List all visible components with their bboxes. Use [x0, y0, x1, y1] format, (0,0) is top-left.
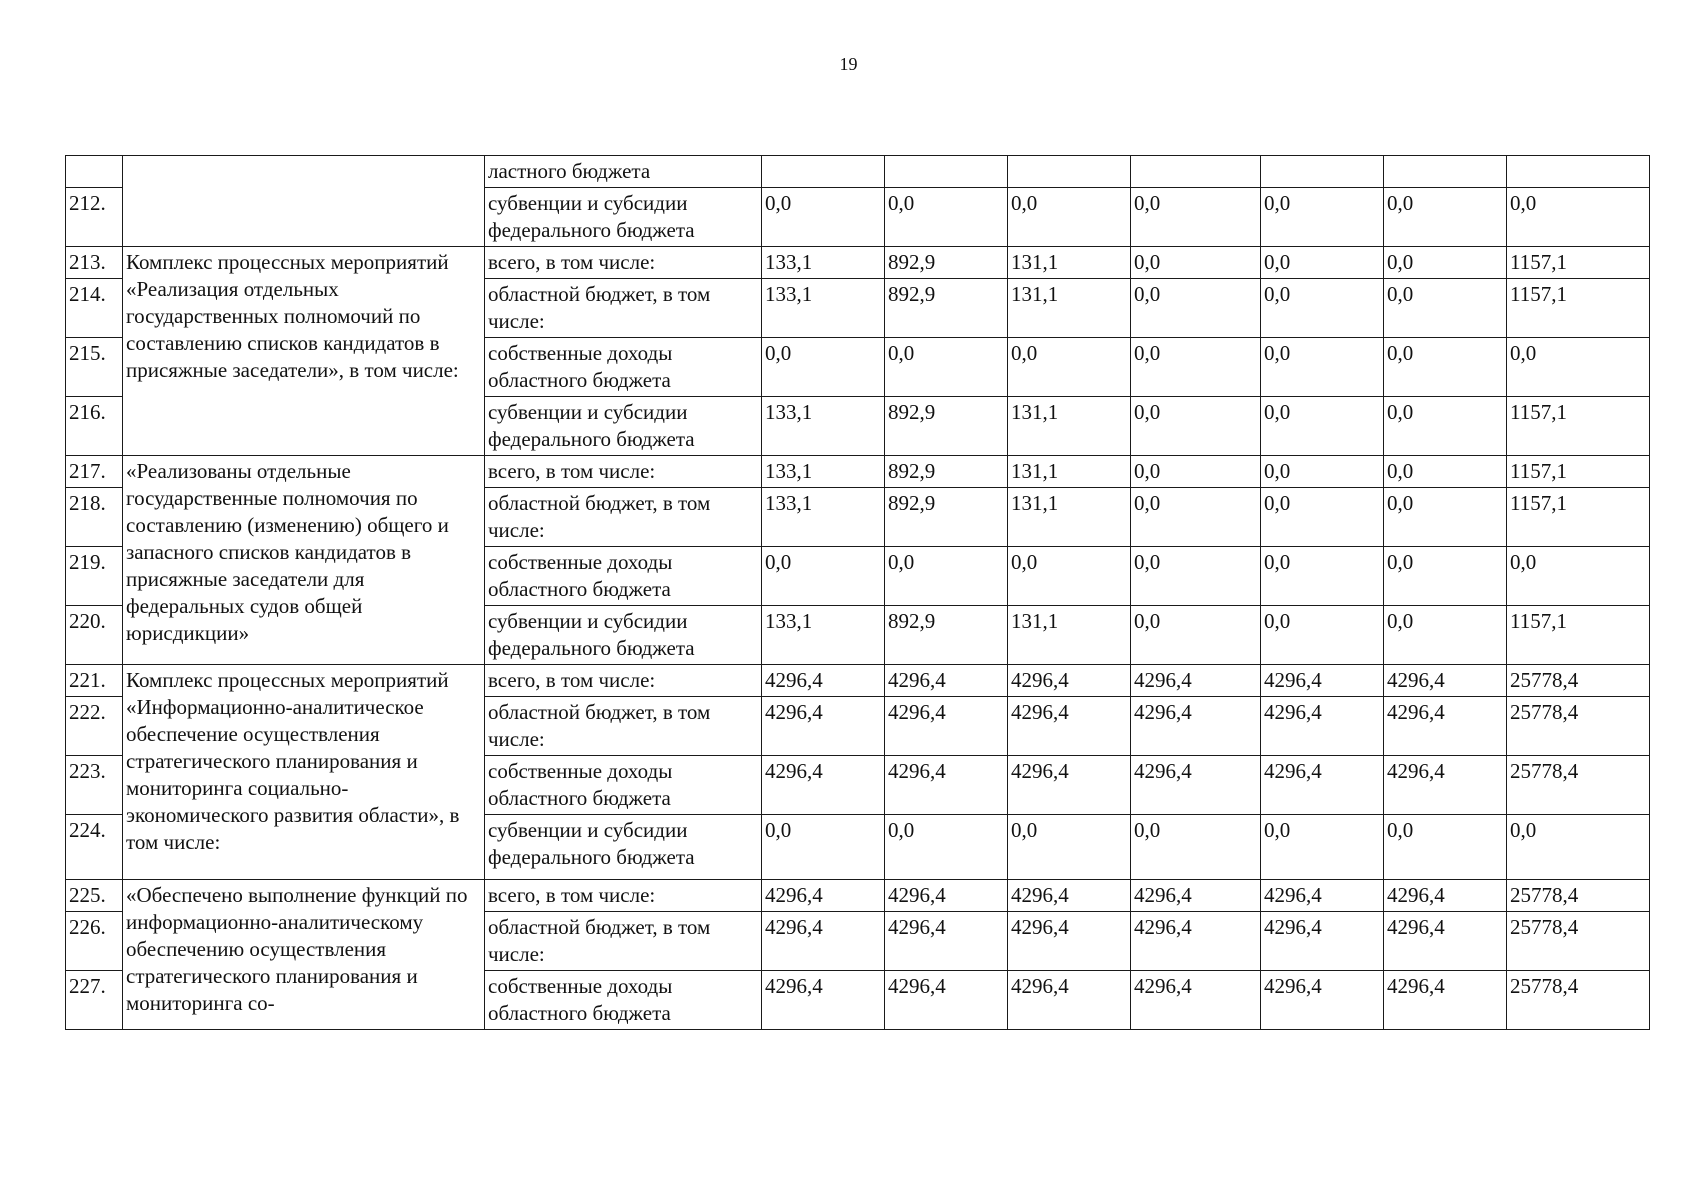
- row-number: 214.: [66, 279, 123, 338]
- year-value: 0,0: [1261, 606, 1384, 665]
- year-value: 0,0: [1384, 247, 1507, 279]
- year-value: 0,0: [1384, 338, 1507, 397]
- year-value: 0,0: [762, 547, 885, 606]
- year-value: 0,0: [1131, 815, 1261, 880]
- row-number: 218.: [66, 488, 123, 547]
- year-value: 133,1: [762, 606, 885, 665]
- year-value: 131,1: [1008, 606, 1131, 665]
- year-value: 4296,4: [1384, 665, 1507, 697]
- year-value: 0,0: [1261, 397, 1384, 456]
- year-value: 0,0: [1384, 279, 1507, 338]
- row-number: 219.: [66, 547, 123, 606]
- year-value: 4296,4: [762, 971, 885, 1030]
- total-value: 0,0: [1507, 188, 1650, 247]
- year-value: [1261, 156, 1384, 188]
- year-value: 4296,4: [1384, 912, 1507, 971]
- year-value: [1131, 156, 1261, 188]
- row-number: 225.: [66, 880, 123, 912]
- year-value: 133,1: [762, 456, 885, 488]
- total-value: 25778,4: [1507, 697, 1650, 756]
- year-value: 133,1: [762, 247, 885, 279]
- year-value: 133,1: [762, 279, 885, 338]
- year-value: 4296,4: [1008, 971, 1131, 1030]
- year-value: 0,0: [1131, 338, 1261, 397]
- year-value: 0,0: [885, 815, 1008, 880]
- year-value: 892,9: [885, 397, 1008, 456]
- funding-source: областной бюджет, в том числе:: [485, 279, 762, 338]
- year-value: 131,1: [1008, 279, 1131, 338]
- year-value: 4296,4: [1131, 971, 1261, 1030]
- year-value: 4296,4: [1261, 971, 1384, 1030]
- total-value: 25778,4: [1507, 971, 1650, 1030]
- row-number: 217.: [66, 456, 123, 488]
- year-value: 0,0: [1261, 815, 1384, 880]
- year-value: 0,0: [1384, 456, 1507, 488]
- total-value: 0,0: [1507, 547, 1650, 606]
- year-value: 892,9: [885, 606, 1008, 665]
- year-value: 0,0: [762, 188, 885, 247]
- year-value: 0,0: [1261, 338, 1384, 397]
- row-number: 226.: [66, 912, 123, 971]
- year-value: 4296,4: [762, 756, 885, 815]
- year-value: 131,1: [1008, 488, 1131, 547]
- year-value: 4296,4: [1131, 697, 1261, 756]
- year-value: 0,0: [1384, 397, 1507, 456]
- year-value: 133,1: [762, 488, 885, 547]
- total-value: 0,0: [1507, 338, 1650, 397]
- year-value: 4296,4: [1261, 697, 1384, 756]
- year-value: 131,1: [1008, 397, 1131, 456]
- funding-source: всего, в том числе:: [485, 247, 762, 279]
- year-value: 4296,4: [1008, 880, 1131, 912]
- year-value: 4296,4: [1261, 880, 1384, 912]
- year-value: 4296,4: [1261, 912, 1384, 971]
- total-value: 1157,1: [1507, 279, 1650, 338]
- year-value: 0,0: [1131, 606, 1261, 665]
- year-value: 4296,4: [1131, 912, 1261, 971]
- row-number: [66, 156, 123, 188]
- year-value: 0,0: [1131, 397, 1261, 456]
- funding-source: областной бюджет, в том числе:: [485, 697, 762, 756]
- table-row: [66, 456, 1650, 488]
- year-value: [1008, 156, 1131, 188]
- year-value: 4296,4: [1384, 756, 1507, 815]
- year-value: 4296,4: [762, 665, 885, 697]
- funding-source: всего, в том числе:: [485, 665, 762, 697]
- year-value: 4296,4: [1261, 665, 1384, 697]
- year-value: 0,0: [1384, 606, 1507, 665]
- year-value: 0,0: [885, 188, 1008, 247]
- year-value: 0,0: [885, 547, 1008, 606]
- year-value: 133,1: [762, 397, 885, 456]
- total-value: 25778,4: [1507, 880, 1650, 912]
- year-value: 0,0: [1384, 547, 1507, 606]
- funding-source: всего, в том числе:: [485, 456, 762, 488]
- year-value: 4296,4: [885, 912, 1008, 971]
- total-value: 1157,1: [1507, 397, 1650, 456]
- year-value: 0,0: [1261, 488, 1384, 547]
- funding-source: собственные доходы областного бюджета: [485, 756, 762, 815]
- year-value: 0,0: [1008, 815, 1131, 880]
- total-value: 25778,4: [1507, 912, 1650, 971]
- total-value: [1507, 156, 1650, 188]
- row-number: 222.: [66, 697, 123, 756]
- year-value: 0,0: [762, 338, 885, 397]
- funding-source: субвенции и субсидии федерального бюджета: [485, 815, 762, 880]
- year-value: 4296,4: [762, 880, 885, 912]
- budget-table: [65, 155, 1650, 1030]
- year-value: [762, 156, 885, 188]
- year-value: 0,0: [1384, 188, 1507, 247]
- year-value: [1384, 156, 1507, 188]
- funding-source: собственные доходы областного бюджета: [485, 338, 762, 397]
- funding-source: собственные доходы областного бюджета: [485, 547, 762, 606]
- year-value: 4296,4: [1008, 756, 1131, 815]
- row-number: 224.: [66, 815, 123, 880]
- year-value: 0,0: [1261, 279, 1384, 338]
- year-value: 4296,4: [1131, 665, 1261, 697]
- year-value: 131,1: [1008, 456, 1131, 488]
- table-body: [66, 156, 1650, 1030]
- year-value: 4296,4: [1384, 971, 1507, 1030]
- year-value: 4296,4: [1008, 697, 1131, 756]
- year-value: 0,0: [1261, 456, 1384, 488]
- row-number: 223.: [66, 756, 123, 815]
- total-value: 1157,1: [1507, 456, 1650, 488]
- activity-name: Комплекс процессных мероприятий «Информационно-аналитическое обеспечение осуществления стратегического планирования и мониторинга социально-экономического развития области», в том числе:: [123, 665, 485, 880]
- year-value: 4296,4: [1008, 912, 1131, 971]
- activity-name: «Реализованы отдельные государственные полномочия по составлению (изменению) общего и запасного списков кандидатов в присяжные заседатели для федеральных судов общей юрисдикции»: [123, 456, 485, 665]
- row-number: 220.: [66, 606, 123, 665]
- year-value: 0,0: [1131, 279, 1261, 338]
- row-number: 213.: [66, 247, 123, 279]
- year-value: 4296,4: [885, 880, 1008, 912]
- year-value: 4296,4: [1131, 756, 1261, 815]
- year-value: 4296,4: [1384, 880, 1507, 912]
- page-number: 19: [839, 54, 858, 74]
- year-value: 4296,4: [762, 697, 885, 756]
- year-value: 892,9: [885, 247, 1008, 279]
- year-value: 0,0: [885, 338, 1008, 397]
- total-value: 1157,1: [1507, 247, 1650, 279]
- year-value: 0,0: [1261, 188, 1384, 247]
- activity-name: Комплекс процессных мероприятий «Реализация отдельных государственных полномочий по составлению списков кандидатов в присяжные заседатели», в том числе:: [123, 247, 485, 456]
- total-value: 1157,1: [1507, 488, 1650, 547]
- year-value: 0,0: [762, 815, 885, 880]
- year-value: 0,0: [1261, 247, 1384, 279]
- row-number: 216.: [66, 397, 123, 456]
- year-value: 0,0: [1261, 547, 1384, 606]
- row-number: 227.: [66, 971, 123, 1030]
- year-value: 0,0: [1008, 547, 1131, 606]
- year-value: 4296,4: [1384, 697, 1507, 756]
- year-value: 0,0: [1008, 188, 1131, 247]
- year-value: 4296,4: [1261, 756, 1384, 815]
- activity-name: «Обеспечено выполнение функций по информационно-аналитическому обеспечению осуществления стратегического планирования и мониторинга со-: [123, 880, 485, 1030]
- total-value: 25778,4: [1507, 756, 1650, 815]
- funding-source: собственные доходы областного бюджета: [485, 971, 762, 1030]
- funding-source: ластного бюджета: [485, 156, 762, 188]
- year-value: 131,1: [1008, 247, 1131, 279]
- total-value: 1157,1: [1507, 606, 1650, 665]
- activity-name: [123, 156, 485, 247]
- table-row: [66, 247, 1650, 279]
- row-number: 212.: [66, 188, 123, 247]
- funding-source: субвенции и субсидии федерального бюджета: [485, 188, 762, 247]
- year-value: 0,0: [1131, 456, 1261, 488]
- funding-source: областной бюджет, в том числе:: [485, 912, 762, 971]
- funding-source: субвенции и субсидии федерального бюджета: [485, 606, 762, 665]
- year-value: 4296,4: [762, 912, 885, 971]
- year-value: 0,0: [1384, 488, 1507, 547]
- year-value: 4296,4: [1131, 880, 1261, 912]
- year-value: 4296,4: [885, 971, 1008, 1030]
- total-value: 0,0: [1507, 815, 1650, 880]
- year-value: 892,9: [885, 279, 1008, 338]
- total-value: 25778,4: [1507, 665, 1650, 697]
- table-row: [66, 880, 1650, 912]
- year-value: 4296,4: [1008, 665, 1131, 697]
- year-value: 892,9: [885, 456, 1008, 488]
- funding-source: всего, в том числе:: [485, 880, 762, 912]
- year-value: 0,0: [1131, 547, 1261, 606]
- year-value: 892,9: [885, 488, 1008, 547]
- year-value: [885, 156, 1008, 188]
- year-value: 0,0: [1131, 247, 1261, 279]
- year-value: 0,0: [1131, 488, 1261, 547]
- row-number: 221.: [66, 665, 123, 697]
- funding-source: субвенции и субсидии федерального бюджета: [485, 397, 762, 456]
- year-value: 4296,4: [885, 697, 1008, 756]
- year-value: 0,0: [1131, 188, 1261, 247]
- funding-source: областной бюджет, в том числе:: [485, 488, 762, 547]
- row-number: 215.: [66, 338, 123, 397]
- year-value: 0,0: [1384, 815, 1507, 880]
- table-row: [66, 665, 1650, 697]
- year-value: 4296,4: [885, 665, 1008, 697]
- year-value: 0,0: [1008, 338, 1131, 397]
- year-value: 4296,4: [885, 756, 1008, 815]
- table-row: [66, 156, 1650, 188]
